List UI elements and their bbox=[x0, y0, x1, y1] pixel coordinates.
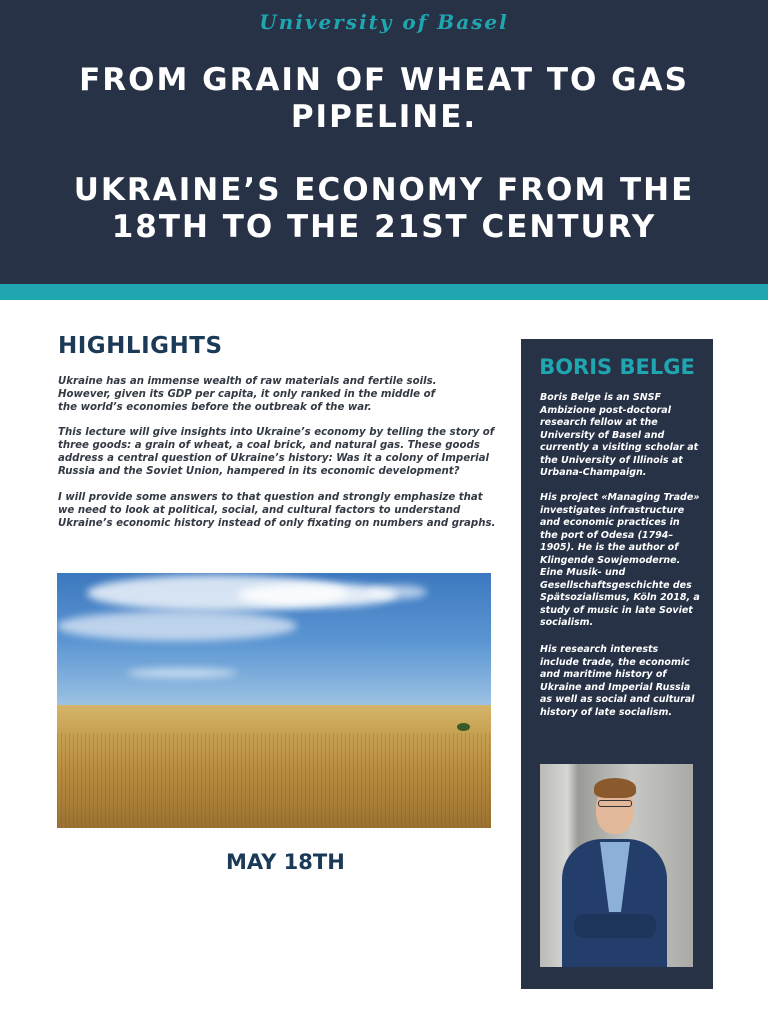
speaker-sidebar bbox=[521, 339, 713, 989]
speaker-portrait-photo bbox=[540, 764, 693, 967]
title-line-2: UKRAINE’S ECONOMY FROM THE 18TH TO THE 21ST CENTURY bbox=[73, 172, 695, 245]
teal-divider bbox=[0, 284, 768, 300]
title-line-1: FROM GRAIN OF WHEAT TO GAS PIPELINE. bbox=[79, 62, 689, 135]
photo-cloud bbox=[127, 668, 237, 678]
highlights-heading: HIGHLIGHTS bbox=[58, 333, 223, 359]
highlights-paragraph-2: This lecture will give insights into Ukraine’s economy by telling the story of three goods: a grain of wheat, a coal brick, and natural gas. These goods address a central question of Ukraine’s history: Was it a colony of Imperial Russia and the Soviet Union, hampered in its economic development? bbox=[58, 427, 495, 477]
portrait-crossed-arms bbox=[574, 914, 656, 938]
speaker-bio-paragraph-2: His project «Managing Trade» investigates infrastructure and economic practices in the port of Odesa (1794–1905). He is the author of Klingende Sowjemoderne. Eine Musik- und Gesellschaftsgeschichte des Spätsozialismus, Köln 2018, a study of music in late Soviet socialism. bbox=[540, 492, 700, 628]
university-name: University of Basel bbox=[259, 10, 509, 34]
speaker-bio-paragraph-3: His research interests include trade, the economic and maritime history of Ukraine and Imperial Russia as well as social and cultural history of late socialism. bbox=[540, 644, 695, 718]
header-banner bbox=[0, 0, 768, 284]
speaker-bio-paragraph-1: Boris Belge is an SNSF Ambizione post-doctoral research fellow at the University of Basel and currently a visiting scholar at the University of Illinois at Urbana-Champaign. bbox=[540, 392, 699, 478]
portrait-hair bbox=[594, 778, 636, 798]
photo-cloud bbox=[367, 585, 427, 599]
wheat-field-photo bbox=[57, 573, 491, 828]
photo-tree bbox=[457, 723, 470, 731]
event-date: MAY 18TH bbox=[226, 850, 345, 874]
portrait-glasses bbox=[598, 800, 632, 807]
highlights-paragraph-3: I will provide some answers to that question and strongly emphasize that we need to look at political, social, and cultural factors to understand Ukraine’s economic history instead of only fixating on numbers and graphs. bbox=[58, 492, 496, 529]
photo-wheat-texture bbox=[57, 733, 491, 828]
speaker-name: BORIS BELGE bbox=[539, 355, 695, 379]
highlights-paragraph-1: Ukraine has an immense wealth of raw materials and fertile soils. However, given its GDP per capita, it only ranked in the middle of the world’s economies before the outbreak of the war. bbox=[58, 376, 437, 413]
photo-cloud bbox=[57, 611, 297, 641]
